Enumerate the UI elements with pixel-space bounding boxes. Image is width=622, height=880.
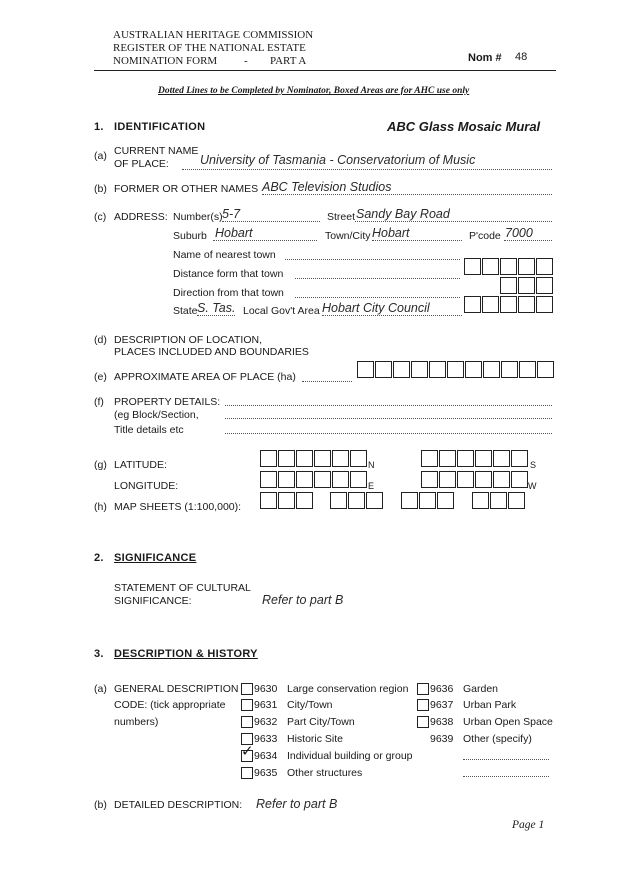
gen-desc-label-1: GENERAL DESCRIPTION (114, 683, 239, 695)
east-letter: E (368, 481, 375, 491)
item-e-label: (e) (94, 371, 107, 383)
detailed-desc-label: DETAILED DESCRIPTION: (114, 799, 243, 811)
code-9637-text: Urban Park (463, 699, 517, 711)
town-value[interactable]: Hobart (372, 226, 410, 240)
section-2-title: SIGNIFICANCE (114, 552, 197, 564)
lga-line (322, 315, 462, 316)
latitude-boxes-north (260, 450, 368, 467)
property-line-3[interactable] (225, 433, 552, 434)
map-sheet-boxes-4 (472, 492, 526, 509)
suburb-label: Suburb (173, 230, 207, 242)
code-9632: 9632 (254, 716, 278, 728)
code-9638-checkbox[interactable] (417, 716, 429, 728)
map-sheet-boxes-2 (330, 492, 384, 509)
item-a-label: (a) (94, 150, 107, 162)
area-label: APPROXIMATE AREA OF PLACE (ha) (114, 371, 296, 383)
section-3-number: 3. (94, 648, 104, 660)
current-name-label-2: OF PLACE: (114, 158, 169, 170)
number-value[interactable]: 5-7 (222, 207, 241, 221)
address-label: ADDRESS: (114, 211, 168, 223)
current-name-value[interactable]: University of Tasmania - Conservatorium of Music (200, 153, 476, 167)
nearest-town-line[interactable] (285, 259, 460, 260)
significance-label-2: SIGNIFICANCE: (114, 595, 192, 607)
number-label: Number(s) (173, 211, 223, 223)
longitude-boxes-east (260, 471, 368, 488)
item-3a-label: (a) (94, 683, 107, 695)
former-names-line (262, 194, 552, 195)
lga-boxes (464, 296, 554, 313)
code-9630-text: Large conservation region (287, 683, 409, 695)
nearest-town-label: Name of nearest town (173, 249, 276, 261)
map-sheets-label: MAP SHEETS (1:100,000): (114, 501, 242, 513)
header-line-1: AUSTRALIAN HERITAGE COMMISSION (113, 29, 314, 41)
page-number: Page 1 (512, 819, 545, 831)
pcode-label: P'code (469, 230, 501, 242)
current-name-label-1: CURRENT NAME (114, 145, 199, 157)
code-9635-checkbox[interactable] (241, 767, 253, 779)
map-sheet-boxes-3 (401, 492, 455, 509)
code-9630-checkbox[interactable] (241, 683, 253, 695)
code-9633-text: Historic Site (287, 733, 344, 745)
property-label-2: (eg Block/Section, (114, 409, 199, 421)
code-9636-checkbox[interactable] (417, 683, 429, 695)
suburb-value[interactable]: Hobart (215, 226, 253, 240)
direction-boxes (500, 277, 554, 294)
code-9634: 9634 (254, 750, 278, 762)
nom-value: 48 (515, 51, 528, 63)
gen-desc-label-2: CODE: (tick appropriate (114, 699, 226, 711)
map-sheet-boxes-1 (260, 492, 314, 509)
state-label: State (173, 305, 198, 317)
item-g-label: (g) (94, 459, 107, 471)
section-1-number: 1. (94, 121, 104, 133)
direction-label: Direction from that town (173, 287, 284, 299)
code-9636-text: Garden (463, 683, 499, 695)
code-9639-text: Other (specify) (463, 733, 532, 745)
header-line-2: REGISTER OF THE NATIONAL ESTATE (113, 42, 306, 54)
distance-label: Distance form that town (173, 268, 284, 280)
longitude-label: LONGITUDE: (114, 480, 179, 492)
item-c-label: (c) (94, 211, 107, 223)
detailed-desc-value[interactable]: Refer to part B (256, 797, 338, 811)
longitude-boxes-west (421, 471, 529, 488)
place-title: ABC Glass Mosaic Mural (387, 119, 541, 134)
pcode-line (504, 240, 552, 241)
code-9632-text: Part City/Town (287, 716, 355, 728)
item-b-label: (b) (94, 183, 107, 195)
suburb-line (213, 240, 317, 241)
other-specify-line-1[interactable] (463, 759, 549, 760)
other-specify-line-2[interactable] (463, 776, 549, 777)
current-name-line (182, 169, 552, 170)
code-9635: 9635 (254, 767, 278, 779)
lga-value[interactable]: Hobart City Council (322, 301, 430, 315)
significance-value[interactable]: Refer to part B (262, 593, 344, 607)
code-9631-checkbox[interactable] (241, 699, 253, 711)
former-names-value[interactable]: ABC Television Studios (262, 180, 392, 194)
section-1-title: IDENTIFICATION (114, 121, 206, 133)
latitude-label: LATITUDE: (114, 459, 167, 471)
property-line-1[interactable] (225, 405, 552, 406)
item-f-label: (f) (94, 396, 104, 408)
street-value[interactable]: Sandy Bay Road (356, 207, 450, 221)
street-line (355, 221, 552, 222)
town-label: Town/City (325, 230, 371, 242)
state-line (197, 315, 235, 316)
west-letter: W (528, 481, 537, 491)
town-line (372, 240, 462, 241)
property-label-3: Title details etc (114, 424, 184, 436)
code-9637-checkbox[interactable] (417, 699, 429, 711)
north-letter: N (368, 460, 375, 470)
code-9639: 9639 (430, 733, 454, 745)
header-rule (94, 70, 556, 71)
latitude-boxes-south (421, 450, 529, 467)
code-9632-checkbox[interactable] (241, 716, 253, 728)
code-9631-text: City/Town (287, 699, 333, 711)
area-boxes (357, 361, 555, 378)
nom-label: Nom # (468, 52, 502, 64)
header-dash: - (244, 55, 248, 67)
section-2-number: 2. (94, 552, 104, 564)
header-line-3: NOMINATION FORM (113, 55, 218, 67)
distance-boxes (464, 258, 554, 275)
code-9638-text: Urban Open Space (463, 716, 553, 728)
property-label-1: PROPERTY DETAILS: (114, 396, 221, 408)
significance-label-1: STATEMENT OF CULTURAL (114, 582, 251, 594)
item-h-label: (h) (94, 501, 107, 513)
number-line (222, 221, 320, 222)
direction-line[interactable] (295, 297, 460, 298)
lga-label: Local Gov't Area (243, 305, 320, 317)
south-letter: S (530, 460, 537, 470)
item-3b-label: (b) (94, 799, 107, 811)
location-label-2: PLACES INCLUDED AND BOUNDARIES (114, 346, 309, 358)
location-label-1: DESCRIPTION OF LOCATION, (114, 334, 262, 346)
instructions: Dotted Lines to be Completed by Nominator, Boxed Areas are for AHC use only (158, 86, 470, 96)
header-part: PART A (270, 55, 307, 67)
street-label: Street (327, 211, 356, 223)
former-names-label: FORMER OR OTHER NAMES (114, 183, 259, 195)
code-9637: 9637 (430, 699, 454, 711)
code-9633: 9633 (254, 733, 278, 745)
code-9635-text: Other structures (287, 767, 363, 779)
check-mark-icon: ✓ (241, 743, 254, 760)
gen-desc-label-3: numbers) (114, 716, 159, 728)
code-9634-text: Individual building or group (287, 750, 413, 762)
code-9636: 9636 (430, 683, 454, 695)
code-9631: 9631 (254, 699, 278, 711)
code-9630: 9630 (254, 683, 278, 695)
code-9638: 9638 (430, 716, 454, 728)
area-line[interactable] (302, 381, 352, 382)
property-line-2[interactable] (225, 418, 552, 419)
pcode-value[interactable]: 7000 (505, 226, 533, 240)
section-3-title: DESCRIPTION & HISTORY (114, 648, 258, 660)
distance-line[interactable] (295, 278, 460, 279)
item-d-label: (d) (94, 334, 107, 346)
state-value[interactable]: S. Tas. (197, 301, 236, 315)
